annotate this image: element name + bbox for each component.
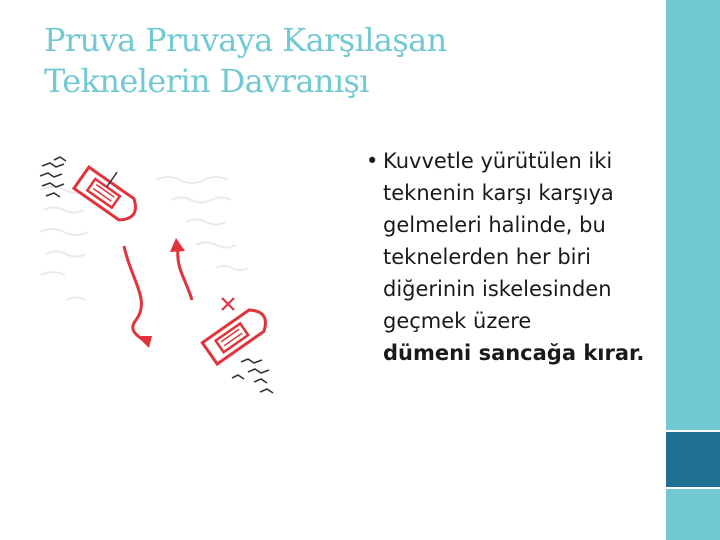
title-line-1: Pruva Pruvaya Karşılaşan xyxy=(44,21,447,59)
bullet-line: Kuvvetle yürütülen iki xyxy=(383,149,613,173)
bullet-line: geçmek üzere xyxy=(383,309,532,333)
bullet-line: teknelerden her biri xyxy=(383,245,591,269)
upper-boat-wake xyxy=(40,157,66,197)
bullet-text xyxy=(360,145,660,369)
title-line-2: Teknelerin Davranışı xyxy=(44,62,369,100)
bullet-line: diğerinin iskelesinden xyxy=(383,277,612,301)
upper-boat xyxy=(74,157,148,225)
bullet-line-emphasis: dümeni sancağa kırar. xyxy=(383,341,645,365)
lower-boat-wake xyxy=(232,359,273,393)
upper-boat-course-arrow xyxy=(124,246,152,348)
sidebar-divider xyxy=(666,430,720,432)
sidebar-divider xyxy=(666,487,720,489)
sidebar-dark-band xyxy=(666,432,720,487)
lower-boat-course-arrow xyxy=(170,238,192,300)
lower-boat-mast xyxy=(222,298,234,310)
bullet-line: teknenin karşı karşıya xyxy=(383,181,614,205)
bullet-line: gelmeleri halinde, bu xyxy=(383,213,606,237)
slide-title xyxy=(44,20,644,102)
decorative-sidebar xyxy=(666,0,720,540)
lower-boat xyxy=(202,305,271,364)
bullet-marker: • xyxy=(366,149,379,173)
boats-turning-starboard-illustration xyxy=(36,150,286,400)
water-texture xyxy=(40,177,248,300)
